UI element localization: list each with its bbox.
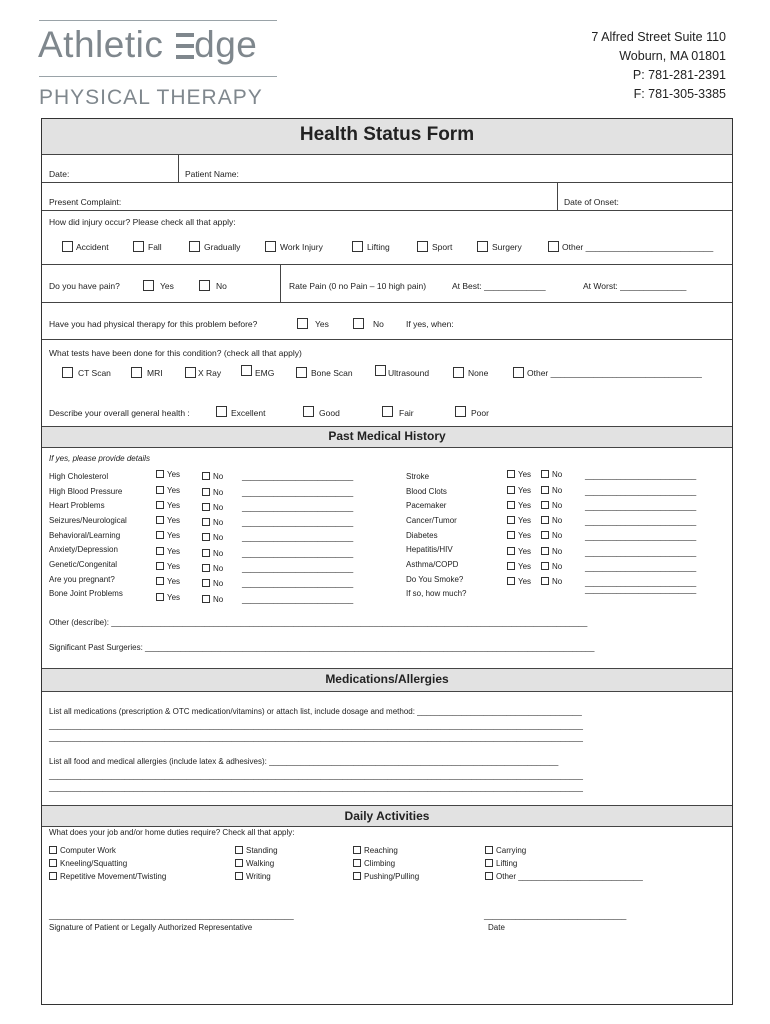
checkbox-icon[interactable]	[353, 859, 361, 867]
pmh-left-detail-line[interactable]: _________________________	[242, 472, 354, 481]
checkbox-icon[interactable]	[156, 486, 164, 494]
pmh-left-detail-line[interactable]: _________________________	[242, 595, 354, 604]
allergies-line[interactable]: ________________________________________________________________________________________________________________________	[49, 771, 583, 780]
pmh-right-yes[interactable]	[507, 470, 531, 479]
checkbox-icon[interactable]	[235, 872, 243, 880]
checkbox-icon[interactable]	[541, 562, 549, 570]
test-option-ct-scan: CT Scan	[78, 368, 111, 378]
no-label: No	[213, 564, 224, 573]
health-checkbox-good[interactable]	[303, 406, 314, 417]
pmh-left-detail-line[interactable]: _________________________	[242, 549, 354, 558]
test-checkbox-other[interactable]	[513, 367, 524, 378]
pmh-right-no[interactable]	[541, 577, 562, 586]
pmh-left-detail-line[interactable]: _________________________	[242, 488, 354, 497]
yes-label: Yes	[167, 470, 181, 479]
pmh-right-no[interactable]	[541, 486, 562, 495]
health-option-poor: Poor	[471, 408, 489, 418]
checkbox-icon[interactable]	[202, 549, 210, 557]
checkbox-icon[interactable]	[235, 859, 243, 867]
injury-checkbox-fall[interactable]	[133, 241, 144, 252]
yes-label: Yes	[518, 577, 532, 586]
divider	[42, 210, 732, 211]
pmh-surgeries-field[interactable]: Significant Past Surgeries: _____________________________________________________________________________________________________	[49, 643, 595, 652]
pmh-right-yes[interactable]	[507, 501, 531, 510]
daily-activity-label: Repetitive Movement/Twisting	[60, 872, 167, 881]
pmh-left-no[interactable]	[202, 518, 223, 527]
form-title: Health Status Form	[299, 124, 475, 145]
daily-question: What does your job and/or home duties require? Check all that apply:	[49, 828, 295, 837]
divider	[557, 182, 558, 210]
injury-option-fall: Fall	[148, 242, 162, 252]
yes-label: Yes	[518, 501, 532, 510]
daily-activity-option[interactable]	[235, 846, 278, 855]
pmh-left-item: Anxiety/Depression	[49, 545, 118, 554]
patient-name-label[interactable]: Patient Name:	[185, 169, 239, 179]
pmh-right-item: Cancer/Tumor	[406, 516, 457, 525]
pmh-left-yes[interactable]	[156, 516, 180, 525]
test-checkbox-mri[interactable]	[131, 367, 142, 378]
checkbox-icon[interactable]	[156, 562, 164, 570]
yes-label: Yes	[167, 577, 181, 586]
yes-label: Yes	[167, 593, 181, 602]
pmh-left-item: Bone Joint Problems	[49, 589, 123, 598]
checkbox-icon[interactable]	[353, 872, 361, 880]
injury-option-accident: Accident	[76, 242, 109, 252]
pmh-right-item: Pacemaker	[406, 501, 447, 510]
pmh-left-detail-line[interactable]: _________________________	[242, 503, 354, 512]
daily-activity-option[interactable]	[353, 872, 419, 881]
logo-top-rule	[39, 20, 277, 21]
daily-activity-option[interactable]	[353, 846, 398, 855]
injury-option-work-injury: Work Injury	[280, 242, 323, 252]
yes-label: Yes	[167, 562, 181, 571]
yes-label: Yes	[518, 516, 532, 525]
pmh-right-yes[interactable]	[507, 516, 531, 525]
address-street: 7 Alfred Street Suite 110	[591, 30, 726, 44]
pmh-right-detail-line[interactable]: _________________________	[585, 517, 697, 526]
pmh-right-detail-line[interactable]: _________________________	[585, 563, 697, 572]
pain-at-best-field[interactable]: At Best: _____________	[452, 281, 546, 291]
yes-label: Yes	[167, 547, 181, 556]
test-checkbox-bone-scan[interactable]	[296, 367, 307, 378]
checkbox-icon[interactable]	[353, 846, 361, 854]
checkbox-icon[interactable]	[507, 562, 515, 570]
pmh-right-yes[interactable]	[507, 486, 531, 495]
divider	[178, 155, 179, 182]
pmh-left-yes[interactable]	[156, 562, 180, 571]
no-label: No	[552, 562, 563, 571]
divider	[42, 264, 732, 265]
no-label: No	[552, 531, 563, 540]
pmh-right-no[interactable]	[541, 516, 562, 525]
checkbox-icon[interactable]	[507, 486, 515, 494]
checkbox-icon[interactable]	[156, 531, 164, 539]
no-label: No	[213, 488, 224, 497]
pmh-right-detail-line[interactable]: _________________________	[585, 578, 697, 587]
injury-option-other[interactable]: Other ___________________________	[562, 242, 714, 252]
health-option-fair: Fair	[399, 408, 414, 418]
pmh-right-yes[interactable]	[507, 577, 531, 586]
daily-activity-label: Climbing	[364, 859, 396, 868]
pt-if-yes-when-field[interactable]: If yes, when:	[406, 319, 454, 329]
checkbox-icon[interactable]	[202, 579, 210, 587]
pmh-right-no[interactable]	[541, 531, 562, 540]
pmh-left-no[interactable]	[202, 488, 223, 497]
checkbox-icon[interactable]	[541, 577, 549, 585]
daily-activity-option[interactable]	[485, 872, 643, 881]
no-label: No	[552, 547, 563, 556]
daily-activity-option[interactable]	[485, 859, 517, 868]
pmh-left-no[interactable]	[202, 503, 223, 512]
health-status-form	[41, 118, 733, 1005]
daily-activity-label: Standing	[246, 846, 278, 855]
test-checkbox-ct-scan[interactable]	[62, 367, 73, 378]
pmh-left-item: High Cholesterol	[49, 472, 109, 481]
checkbox-icon[interactable]	[541, 516, 549, 524]
pmh-left-item: High Blood Pressure	[49, 487, 123, 496]
pmh-right-detail-line[interactable]: _________________________	[585, 487, 697, 496]
pmh-right-no[interactable]	[541, 562, 562, 571]
no-label: No	[213, 503, 224, 512]
pt-no-label: No	[373, 319, 384, 329]
pmh-note: If yes, please provide details	[49, 454, 150, 463]
checkbox-icon[interactable]	[541, 501, 549, 509]
checkbox-icon[interactable]	[485, 872, 493, 880]
pmh-left-detail-line[interactable]: _________________________	[242, 564, 354, 573]
divider	[42, 182, 732, 183]
pmh-left-item: Genetic/Congenital	[49, 560, 118, 569]
checkbox-icon[interactable]	[202, 488, 210, 496]
yes-label: Yes	[518, 562, 532, 571]
daily-activity-option[interactable]	[235, 872, 271, 881]
injury-option-surgery: Surgery	[492, 242, 522, 252]
signature-label: Signature of Patient or Legally Authorized Representative	[49, 923, 253, 932]
injury-option-sport: Sport	[432, 242, 453, 252]
pmh-left-item: Behavioral/Learning	[49, 531, 121, 540]
health-checkbox-poor[interactable]	[455, 406, 466, 417]
divider	[42, 339, 732, 340]
no-label: No	[552, 516, 563, 525]
pmh-other-field[interactable]: Other (describe): ___________________________________________________________________________________________________________	[49, 618, 588, 627]
yes-label: Yes	[167, 531, 181, 540]
no-label: No	[213, 595, 224, 604]
no-label: No	[552, 577, 563, 586]
injury-checkbox-other[interactable]	[548, 241, 559, 252]
pmh-right-item: Stroke	[406, 472, 430, 481]
pmh-right-item: Do You Smoke?	[406, 575, 464, 584]
pmh-left-no[interactable]	[202, 472, 223, 481]
logo-wordmark	[38, 24, 257, 66]
daily-activity-label: Writing	[246, 872, 271, 881]
no-label: No	[213, 518, 224, 527]
logo-word-athletic: Athletic	[38, 24, 175, 65]
checkbox-icon[interactable]	[485, 846, 493, 854]
yes-label: Yes	[518, 547, 532, 556]
pmh-left-item: Seizures/Neurological	[49, 516, 127, 525]
divider	[280, 264, 281, 302]
pt-yes-checkbox[interactable]	[297, 318, 308, 329]
pmh-right-no[interactable]	[541, 547, 562, 556]
health-option-good: Good	[319, 408, 340, 418]
pain-no-checkbox[interactable]	[199, 280, 210, 291]
pain-at-worst-field[interactable]: At Worst: ______________	[583, 281, 687, 291]
no-label: No	[552, 486, 563, 495]
injury-checkbox-gradually[interactable]	[189, 241, 200, 252]
date-label: Date:	[49, 169, 70, 179]
address-phone: P: 781-281-2391	[632, 68, 726, 82]
daily-activity-option[interactable]	[49, 872, 166, 881]
daily-activity-option[interactable]	[353, 859, 395, 868]
injury-question: How did injury occur? Please check all that apply:	[49, 217, 236, 227]
pmh-right-yes[interactable]	[507, 531, 531, 540]
no-label: No	[213, 579, 224, 588]
no-label: No	[213, 472, 224, 481]
pt-before-question: Have you had physical therapy for this problem before?	[49, 319, 258, 329]
checkbox-icon[interactable]	[49, 859, 57, 867]
test-option-ultrasound: Ultrasound	[388, 368, 430, 378]
pain-no-label: No	[216, 281, 227, 291]
daily-activity-label: Pushing/Pulling	[364, 872, 420, 881]
checkbox-icon[interactable]	[156, 547, 164, 555]
test-checkbox-emg[interactable]	[241, 365, 252, 376]
injury-checkbox-sport[interactable]	[417, 241, 428, 252]
pmh-right-no[interactable]	[541, 470, 562, 479]
test-option-none: None	[468, 368, 489, 378]
injury-checkbox-work-injury[interactable]	[265, 241, 276, 252]
pmh-right-item: Diabetes	[406, 531, 438, 540]
checkbox-icon[interactable]	[541, 547, 549, 555]
daily-title: Daily Activities	[344, 809, 430, 823]
divider	[42, 302, 732, 303]
yes-label: Yes	[518, 486, 532, 495]
pmh-left-no[interactable]	[202, 595, 223, 604]
meds-line[interactable]: ________________________________________________________________________________________________________________________	[49, 721, 583, 730]
health-checkbox-excellent[interactable]	[216, 406, 227, 417]
pmh-left-item: Are you pregnant?	[49, 575, 115, 584]
checkbox-icon[interactable]	[156, 577, 164, 585]
pmh-left-detail-line[interactable]: _________________________	[242, 533, 354, 542]
meds-line[interactable]: ________________________________________________________________________________________________________________________	[49, 733, 583, 742]
pmh-right-item: Hepatitis/HIV	[406, 545, 453, 554]
test-option-mri: MRI	[147, 368, 163, 378]
yes-label: Yes	[518, 470, 532, 479]
signature-date-line[interactable]: ________________________________	[484, 911, 627, 920]
date-of-onset-label[interactable]: Date of Onset:	[564, 197, 619, 207]
yes-label: Yes	[167, 501, 181, 510]
general-health-question: Describe your overall general health :	[49, 408, 190, 418]
daily-activity-option[interactable]	[49, 859, 127, 868]
daily-activity-option[interactable]	[485, 846, 526, 855]
checkbox-icon[interactable]	[49, 846, 57, 854]
test-option-bone-scan: Bone Scan	[311, 368, 353, 378]
checkbox-icon[interactable]	[541, 531, 549, 539]
checkbox-icon[interactable]	[541, 486, 549, 494]
checkbox-icon[interactable]	[507, 547, 515, 555]
pmh-left-yes[interactable]	[156, 531, 180, 540]
daily-activity-label: Walking	[246, 859, 275, 868]
pmh-right-detail-line[interactable]: _________________________	[585, 502, 697, 511]
pmh-right-yes[interactable]	[507, 562, 531, 571]
checkbox-icon[interactable]	[156, 516, 164, 524]
pmh-right-yes[interactable]	[507, 547, 531, 556]
checkbox-icon[interactable]	[507, 501, 515, 509]
pmh-right-detail-line[interactable]: _________________________	[585, 532, 697, 541]
meds-title: Medications/Allergies	[325, 672, 449, 686]
checkbox-icon[interactable]	[202, 533, 210, 541]
checkbox-icon[interactable]	[202, 518, 210, 526]
pmh-left-no[interactable]	[202, 533, 223, 542]
logo-subtitle: PHYSICAL THERAPY	[39, 86, 263, 109]
checkbox-icon[interactable]	[507, 516, 515, 524]
pt-no-checkbox[interactable]	[353, 318, 364, 329]
pmh-left-detail-line[interactable]: _________________________	[242, 579, 354, 588]
daily-activity-label: Reaching	[364, 846, 398, 855]
daily-activity-label: Lifting	[496, 859, 518, 868]
pmh-right-item: If so, how much?	[406, 589, 467, 598]
tests-question: What tests have been done for this condition? (check all that apply)	[49, 348, 302, 358]
pmh-right-item: Blood Clots	[406, 487, 447, 496]
logo-word-dge: dge	[194, 24, 258, 65]
pmh-left-yes[interactable]	[156, 486, 180, 495]
test-option-x-ray: X Ray	[198, 368, 222, 378]
health-checkbox-fair[interactable]	[382, 406, 393, 417]
test-checkbox-none[interactable]	[453, 367, 464, 378]
checkbox-icon[interactable]	[156, 470, 164, 478]
pmh-right-detail-line[interactable]: _________________________	[585, 585, 697, 594]
no-label: No	[552, 501, 563, 510]
address-fax: F: 781-305-3385	[633, 87, 726, 101]
checkbox-icon[interactable]	[202, 503, 210, 511]
checkbox-icon[interactable]	[202, 472, 210, 480]
pmh-right-item: Asthma/COPD	[406, 560, 459, 569]
daily-activity-label: Other ____________________________	[496, 872, 643, 881]
daily-activity-label: Kneeling/Squatting	[60, 859, 128, 868]
no-label: No	[213, 549, 224, 558]
daily-activity-label: Carrying	[496, 846, 527, 855]
injury-checkbox-accident[interactable]	[62, 241, 73, 252]
test-option-other[interactable]: Other ________________________________	[527, 368, 702, 378]
checkbox-icon[interactable]	[541, 470, 549, 478]
health-option-excellent: Excellent	[231, 408, 266, 418]
pmh-title: Past Medical History	[328, 429, 446, 443]
logo-e-mark	[174, 33, 194, 59]
pt-yes-label: Yes	[315, 319, 329, 329]
signature-line[interactable]: _______________________________________________________	[49, 911, 294, 920]
pmh-right-detail-line[interactable]: _________________________	[585, 471, 697, 480]
pmh-left-yes[interactable]	[156, 470, 180, 479]
signature-date-label: Date	[488, 923, 505, 932]
injury-checkbox-lifting[interactable]	[352, 241, 363, 252]
yes-label: Yes	[167, 486, 181, 495]
allergies-list-field[interactable]: List all food and medical allergies (include latex & adhesives): _________________________________________________________________	[49, 757, 559, 766]
checkbox-icon[interactable]	[202, 564, 210, 572]
daily-activity-option[interactable]	[49, 846, 116, 855]
pain-yes-checkbox[interactable]	[143, 280, 154, 291]
present-complaint-label[interactable]: Present Complaint:	[49, 197, 122, 207]
address-city: Woburn, MA 01801	[619, 49, 726, 63]
injury-checkbox-surgery[interactable]	[477, 241, 488, 252]
checkbox-icon[interactable]	[235, 846, 243, 854]
pmh-left-yes[interactable]	[156, 577, 180, 586]
injury-option-gradually: Gradually	[204, 242, 241, 252]
no-label: No	[552, 470, 563, 479]
yes-label: Yes	[518, 531, 532, 540]
pmh-left-yes[interactable]	[156, 593, 180, 602]
pmh-left-yes[interactable]	[156, 547, 180, 556]
pmh-left-yes[interactable]	[156, 501, 180, 510]
test-checkbox-x-ray[interactable]	[185, 367, 196, 378]
daily-activity-label: Computer Work	[60, 846, 116, 855]
pain-question: Do you have pain?	[49, 281, 120, 291]
checkbox-icon[interactable]	[202, 595, 210, 603]
yes-label: Yes	[167, 516, 181, 525]
daily-activity-option[interactable]	[235, 859, 274, 868]
allergies-line[interactable]: ________________________________________________________________________________________________________________________	[49, 783, 583, 792]
pmh-left-no[interactable]	[202, 579, 223, 588]
injury-option-lifting: Lifting	[367, 242, 390, 252]
meds-list-field[interactable]: List all medications (prescription & OTC medication/vitamins) or attach list, include dosage and method: _____________________________________	[49, 707, 582, 716]
checkbox-icon[interactable]	[507, 577, 515, 585]
pmh-left-item: Heart Problems	[49, 501, 105, 510]
test-checkbox-ultrasound[interactable]	[375, 365, 386, 376]
pmh-right-no[interactable]	[541, 501, 562, 510]
checkbox-icon[interactable]	[156, 593, 164, 601]
pmh-left-detail-line[interactable]: _________________________	[242, 518, 354, 527]
pmh-right-detail-line[interactable]: _________________________	[585, 548, 697, 557]
pmh-left-no[interactable]	[202, 564, 223, 573]
checkbox-icon[interactable]	[507, 470, 515, 478]
no-label: No	[213, 533, 224, 542]
checkbox-icon[interactable]	[156, 501, 164, 509]
rate-pain-label: Rate Pain (0 no Pain – 10 high pain)	[289, 281, 427, 291]
checkbox-icon[interactable]	[507, 531, 515, 539]
checkbox-icon[interactable]	[49, 872, 57, 880]
checkbox-icon[interactable]	[485, 859, 493, 867]
pmh-left-no[interactable]	[202, 549, 223, 558]
test-option-emg: EMG	[255, 368, 275, 378]
pain-yes-label: Yes	[160, 281, 174, 291]
logo-bottom-rule	[39, 76, 277, 77]
